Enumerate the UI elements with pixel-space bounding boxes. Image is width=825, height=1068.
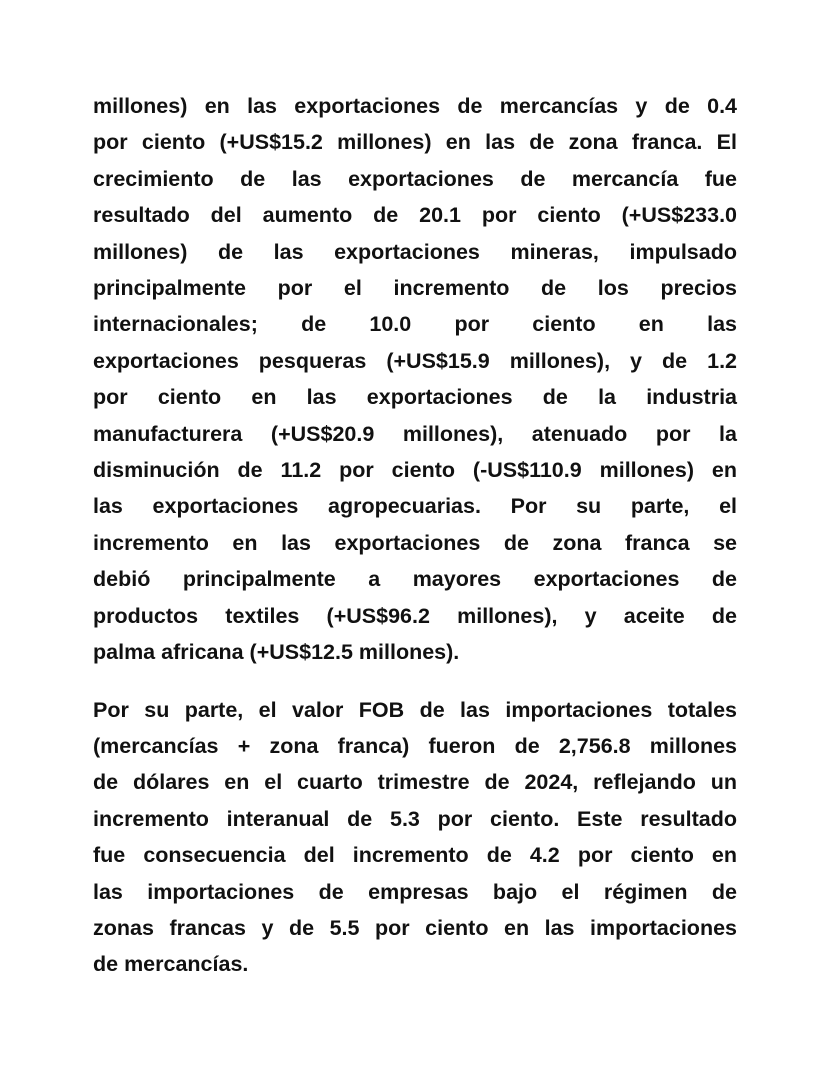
text-line: incremento en las exportaciones de zona franca se xyxy=(93,530,737,555)
text-line: debió principalmente a mayores exportaciones de xyxy=(93,567,737,592)
text-line: de mercancías. xyxy=(93,952,249,977)
text-line: productos textiles (+US$96.2 millones), y aceite de xyxy=(93,603,737,628)
text-line: de dólares en el cuarto trimestre de 2024, reflejando un xyxy=(93,770,737,795)
text-line: crecimiento de las exportaciones de mercancía fue xyxy=(93,166,737,191)
text-line: zonas francas y de 5.5 por ciento en las importaciones xyxy=(93,915,737,940)
text-line: por ciento en las exportaciones de la industria xyxy=(93,385,737,410)
text-line: (mercancías + zona franca) fueron de 2,756.8 millones xyxy=(93,733,737,758)
paragraph-exportaciones xyxy=(93,88,737,671)
text-line: Por su parte, el valor FOB de las importaciones totales xyxy=(93,697,737,722)
text-line: palma africana (+US$12.5 millones). xyxy=(93,640,460,665)
text-line: las importaciones de empresas bajo el régimen de xyxy=(93,879,737,904)
document-text-block xyxy=(93,88,737,1004)
text-line: resultado del aumento de 20.1 por ciento (+US$233.0 xyxy=(93,203,737,228)
text-line: millones) de las exportaciones mineras, impulsado xyxy=(93,239,737,264)
paragraph-importaciones xyxy=(93,692,737,983)
text-line: disminución de 11.2 por ciento (-US$110.9 millones) en xyxy=(93,458,737,483)
text-line: exportaciones pesqueras (+US$15.9 millones), y de 1.2 xyxy=(93,348,737,373)
text-line: manufacturera (+US$20.9 millones), atenuado por la xyxy=(93,421,737,446)
text-line: incremento interanual de 5.3 por ciento. Este resultado xyxy=(93,806,737,831)
text-line: principalmente por el incremento de los precios xyxy=(93,276,737,301)
text-line: por ciento (+US$15.2 millones) en las de zona franca. El xyxy=(93,130,737,155)
text-line: internacionales; de 10.0 por ciento en las xyxy=(93,312,737,337)
text-line: fue consecuencia del incremento de 4.2 por ciento en xyxy=(93,843,737,868)
text-line: las exportaciones agropecuarias. Por su parte, el xyxy=(93,494,737,519)
text-line: millones) en las exportaciones de mercancías y de 0.4 xyxy=(93,94,737,118)
